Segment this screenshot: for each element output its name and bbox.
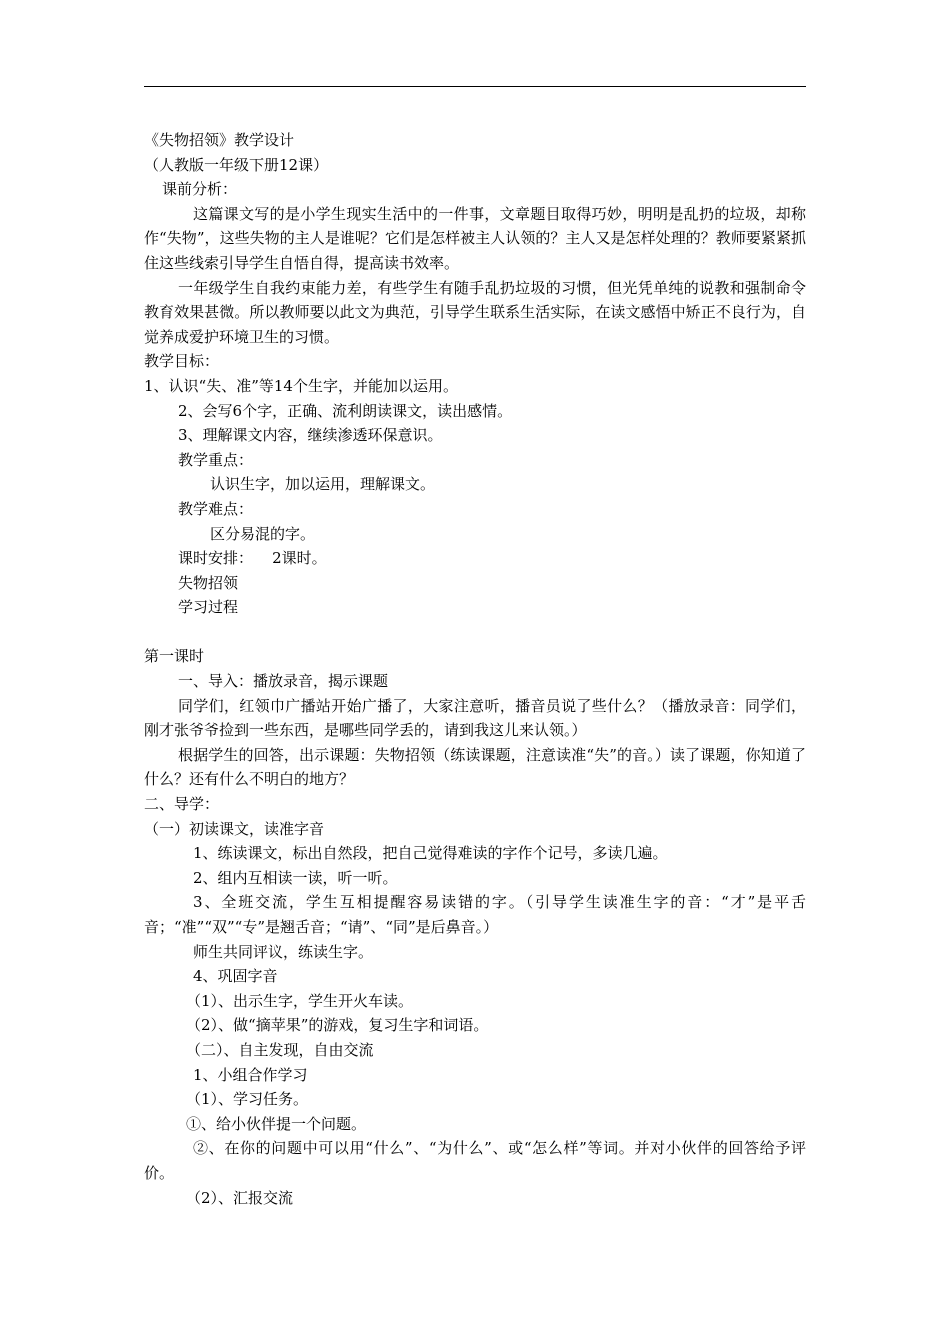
- sub-2-item-1b: （2）、汇报交流: [186, 1188, 294, 1207]
- sub-1-item-2: 2、组内互相读一读，听一听。: [193, 868, 398, 887]
- step-1-heading: 一、导入：播放录音，揭示课题: [178, 672, 389, 691]
- key-text: 认识生字，加以运用，理解课文。: [210, 475, 436, 494]
- sub-2-item-1: 1、小组合作学习: [193, 1065, 308, 1084]
- difficulty-heading: 教学难点：: [178, 499, 254, 518]
- sub-2-item-1a2: ②、在你的问题中可以用“什么”、“为什么”、或“怎么样”等词。并对小伙伴的回答给予评价。: [144, 1139, 806, 1182]
- sub-1-item-4a: （1）、出示生字，学生开火车读。: [186, 991, 414, 1010]
- sub-1-item-3b: 师生共同评议，练读生字。: [193, 942, 374, 961]
- document-body: [144, 128, 806, 1210]
- process-heading: 学习过程: [178, 598, 239, 617]
- difficulty-text: 区分易混的字。: [210, 524, 316, 543]
- sub-1-item-1: 1、练读课文，标出自然段，把自己觉得难读的字作个记号，多读几遍。: [193, 844, 668, 863]
- sub-1-item-3: 3、全班交流，学生互相提醒容易读错的字。（引导学生读准生字的音：“才”是平舌音；“准”“双”“专”是翘舌音；“请”、“同”是后鼻音。）: [144, 893, 806, 936]
- sub-1-item-4b: （2）、做“摘苹果”的游戏，复习生字和词语。: [186, 1016, 489, 1035]
- sub-2-item-1a: （1）、学习任务。: [186, 1090, 309, 1109]
- doc-subtitle: （人教版一年级下册12课）: [144, 155, 329, 174]
- step-1-paragraph-1: 同学们，红领巾广播站开始广播了，大家注意听，播音员说了些什么？（播放录音：同学们，刚才张爷爷捡到一些东西，是哪些同学丢的，请到我这儿来认领。）: [144, 696, 806, 740]
- sub-1-heading: （一）初读课文，读准字音: [144, 819, 325, 838]
- sub-1-item-4: 4、巩固字音: [193, 967, 278, 986]
- goal-1: 1、认识“失、准”等14个生字，并能加以运用。: [144, 376, 458, 395]
- analysis-paragraph-2: 一年级学生自我约束能力差，有些学生有随手乱扔垃圾的习惯，但光凭单纯的说教和强制命令教育效果甚微。所以教师要以此文为典范，引导学生联系生活实际，在读文感悟中矫正不良行为，自觉养成爱护环境卫生的习惯。: [144, 278, 806, 346]
- schedule: 课时安排： 2课时。: [178, 549, 327, 568]
- analysis-paragraph-1: 这篇课文写的是小学生现实生活中的一件事，文章题目取得巧妙，明明是乱扔的垃圾，却称作“失物”，这些失物的主人是谁呢？它们是怎样被主人认领的？主人又是怎样处理的？教师要紧紧抓住这些线索引导学生自悟自得，提高读书效率。: [144, 204, 806, 272]
- lesson-1-heading: 第一课时: [144, 647, 205, 666]
- step-2-heading: 二、导学：: [144, 795, 220, 814]
- lesson-name: 失物招领: [178, 573, 239, 592]
- blank-line: [144, 620, 806, 645]
- header-rule: [144, 86, 806, 87]
- goal-2: 2、会写6个字，正确、流利朗读课文，读出感情。: [178, 401, 513, 420]
- sub-2-item-1a1: ①、给小伙伴提一个问题。: [186, 1114, 367, 1133]
- sub-2-heading: （二）、自主发现，自由交流: [186, 1040, 374, 1059]
- step-1-paragraph-2: 根据学生的回答，出示课题：失物招领（练读课题，注意读准“失”的音。）读了课题，你知道了什么？还有什么不明白的地方？: [144, 745, 806, 789]
- goals-heading: 教学目标：: [144, 352, 220, 371]
- analysis-heading: 课前分析：: [162, 180, 238, 199]
- goal-3: 3、理解课文内容，继续渗透环保意识。: [178, 426, 443, 445]
- key-heading: 教学重点：: [178, 450, 254, 469]
- doc-title: 《失物招领》教学设计: [144, 131, 295, 149]
